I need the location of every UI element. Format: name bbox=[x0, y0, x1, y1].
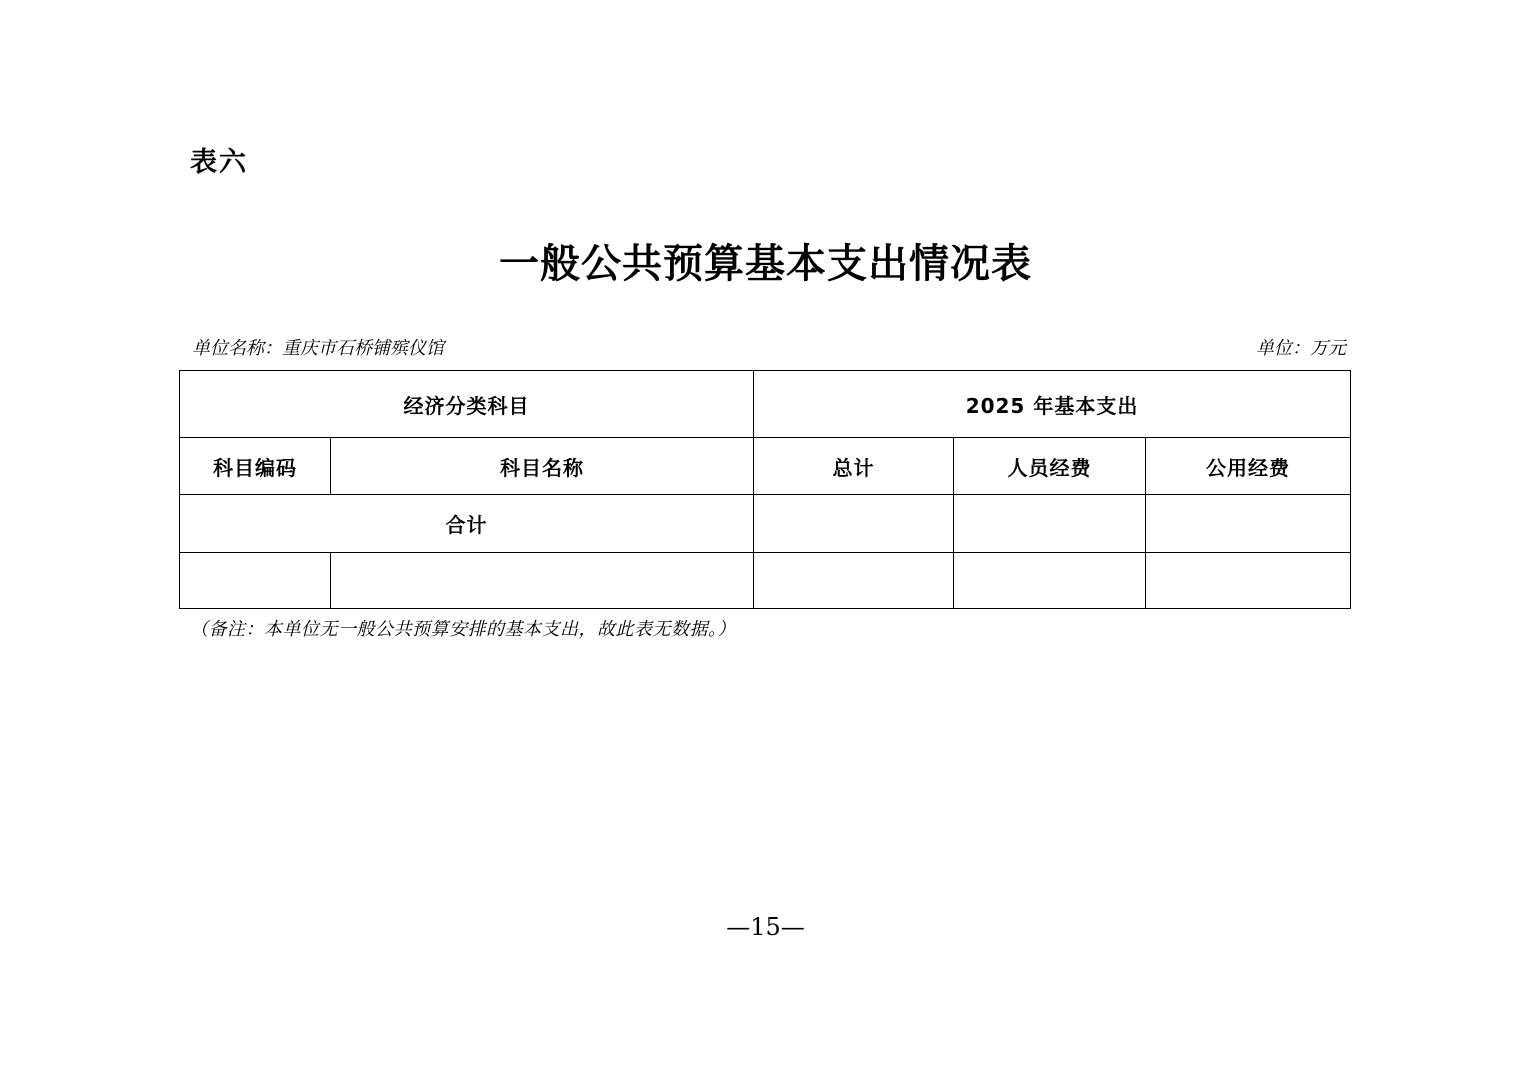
header-2025-basic-expenditure: 2025 年基本支出 bbox=[754, 371, 1351, 438]
unit-of-measure-label: 单位：万元 bbox=[1256, 338, 1346, 359]
total-row-public-value bbox=[1146, 495, 1351, 553]
header-total: 总计 bbox=[754, 438, 954, 495]
empty-row-code-cell bbox=[180, 553, 331, 609]
budget-table bbox=[179, 370, 1351, 609]
table-number-label: 表六 bbox=[190, 147, 248, 178]
empty-row-total-cell bbox=[754, 553, 954, 609]
table-header-row-2 bbox=[180, 438, 1351, 495]
page-number: —15— bbox=[726, 913, 805, 941]
table-row-total bbox=[180, 495, 1351, 553]
table-note: （备注：本单位无一般公共预算安排的基本支出，故此表无数据。） bbox=[190, 619, 736, 640]
unit-name-label: 单位名称：重庆市石桥铺殡仪馆 bbox=[192, 338, 444, 359]
table-row-empty bbox=[180, 553, 1351, 609]
empty-row-personnel-cell bbox=[954, 553, 1146, 609]
empty-row-public-cell bbox=[1146, 553, 1351, 609]
header-subject-name: 科目名称 bbox=[331, 438, 754, 495]
empty-row-name-cell bbox=[331, 553, 754, 609]
header-public-funds: 公用经费 bbox=[1146, 438, 1351, 495]
total-row-total-value bbox=[754, 495, 954, 553]
header-personnel-funds: 人员经费 bbox=[954, 438, 1146, 495]
total-row-personnel-value bbox=[954, 495, 1146, 553]
total-row-label: 合计 bbox=[180, 495, 754, 553]
page-title: 一般公共预算基本支出情况表 bbox=[499, 240, 1032, 287]
header-economic-classification: 经济分类科目 bbox=[180, 371, 754, 438]
header-subject-code: 科目编码 bbox=[180, 438, 331, 495]
table-meta-row bbox=[180, 334, 1350, 360]
table-header-row-1 bbox=[180, 371, 1351, 438]
